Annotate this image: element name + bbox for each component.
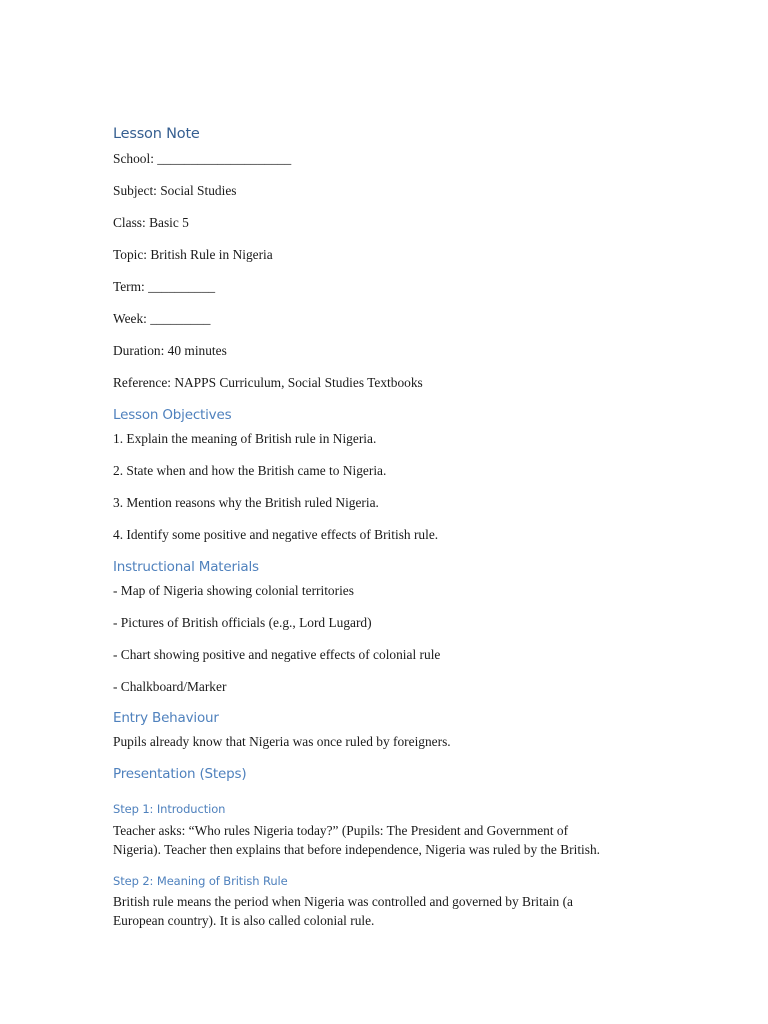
material-item: - Chart showing positive and negative effects of colonial rule xyxy=(113,647,441,662)
step-1-text-line: Teacher asks: “Who rules Nigeria today?” (Pupils: The President and Government of xyxy=(113,823,569,838)
detail-duration: Duration: 40 minutes xyxy=(113,343,227,358)
document-title: Lesson Note xyxy=(113,126,200,142)
detail-subject: Subject: Social Studies xyxy=(113,183,237,198)
detail-term: Term: __________ xyxy=(113,279,216,294)
objective-item: 4. Identify some positive and negative effects of British rule. xyxy=(113,527,439,542)
objective-item: 2. State when and how the British came to Nigeria. xyxy=(113,463,387,478)
detail-school: School: ____________________ xyxy=(113,151,292,166)
step-1-heading: Step 1: Introduction xyxy=(113,802,226,816)
detail-topic: Topic: British Rule in Nigeria xyxy=(113,247,273,262)
entry-heading: Entry Behaviour xyxy=(113,710,219,726)
entry-text: Pupils already know that Nigeria was once ruled by foreigners. xyxy=(113,734,451,749)
step-2-text-line: European country). It is also called colonial rule. xyxy=(113,913,375,928)
step-2-heading: Step 2: Meaning of British Rule xyxy=(113,874,288,888)
objective-item: 3. Mention reasons why the British ruled Nigeria. xyxy=(113,495,379,510)
detail-reference: Reference: NAPPS Curriculum, Social Studies Textbooks xyxy=(113,375,423,390)
material-item: - Pictures of British officials (e.g., Lord Lugard) xyxy=(113,615,372,630)
objective-item: 1. Explain the meaning of British rule in Nigeria. xyxy=(113,431,377,446)
detail-class: Class: Basic 5 xyxy=(113,215,189,230)
objectives-heading: Lesson Objectives xyxy=(113,407,232,423)
step-2-text-line: British rule means the period when Nigeria was controlled and governed by Britain (a xyxy=(113,894,573,909)
presentation-heading: Presentation (Steps) xyxy=(113,766,247,782)
materials-heading: Instructional Materials xyxy=(113,559,259,575)
material-item: - Chalkboard/Marker xyxy=(113,679,227,694)
step-1-text-line: Nigeria). Teacher then explains that before independence, Nigeria was ruled by the British. xyxy=(113,842,601,857)
detail-week: Week: _________ xyxy=(113,311,211,326)
material-item: - Map of Nigeria showing colonial territories xyxy=(113,583,354,598)
